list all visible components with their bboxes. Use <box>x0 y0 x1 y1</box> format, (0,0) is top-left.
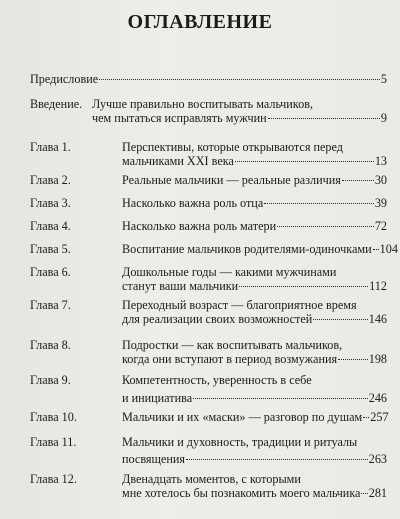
toc-entry-text: Насколько важна роль отца <box>122 196 264 210</box>
toc-entry-text: посвящения <box>122 452 185 466</box>
toc-entry-label: Глава 10. <box>30 410 77 424</box>
toc-entry-label: Глава 9. <box>30 373 71 387</box>
toc-entry-text: для реализации своих возможностей <box>122 312 313 326</box>
toc-entry-text: станут ваши мальчики <box>122 279 239 293</box>
toc-page-number: 5 <box>380 72 387 86</box>
toc-entry-label: Введение. <box>30 97 83 111</box>
toc-entry-label: Глава 7. <box>30 298 71 312</box>
toc-entry-label: Глава 1. <box>30 140 71 154</box>
toc-page-number: 9 <box>380 111 387 125</box>
toc-entry-text: Мальчики и духовность, традиции и ритуалы <box>122 435 358 449</box>
toc-entry-text: Перспективы, которые открываются перед <box>122 140 343 154</box>
toc-entry-text: Компетентность, уверенность в себе <box>122 373 312 387</box>
toc-entry-text: Насколько важна роль матери <box>122 219 277 233</box>
toc-entry-text: мальчиками XXI века <box>122 154 234 168</box>
toc-page-number: 13 <box>374 154 387 168</box>
toc-page-number: 263 <box>368 452 387 466</box>
toc-page-number: 146 <box>368 312 387 326</box>
toc-entry-text: мне хотелось бы познакомить моего мальчика <box>122 486 361 500</box>
toc-entry-text: Мальчики и их «маски» — разговор по душам <box>122 410 363 424</box>
toc-entry-label: Глава 3. <box>30 196 71 210</box>
toc-page-number: 72 <box>374 219 387 233</box>
toc-page-number: 39 <box>374 196 387 210</box>
toc-entry-label: Глава 2. <box>30 173 71 187</box>
toc-page-number: 104 <box>379 242 398 256</box>
toc-entry-label: Глава 4. <box>30 219 71 233</box>
toc-entry-text: Воспитание мальчиков родителями-одиночками <box>122 242 372 256</box>
toc-entry-label: Глава 6. <box>30 265 71 279</box>
toc-entry-text: когда они вступают в период возмужания <box>122 352 338 366</box>
toc-entry-label: Глава 12. <box>30 472 77 486</box>
toc-entry-label: Глава 8. <box>30 338 71 352</box>
toc-page-number: 281 <box>368 486 387 500</box>
toc-entry-text: Подростки — как воспитывать мальчиков, <box>122 338 343 352</box>
toc-page-number: 246 <box>368 391 387 405</box>
toc-entry-label: Глава 5. <box>30 242 71 256</box>
toc-entry-text: Двенадцать моментов, с которыми <box>122 472 301 486</box>
toc-entry-text: и инициатива <box>122 391 193 405</box>
toc-entry-text: Предисловие <box>30 72 99 86</box>
toc-entry-label: Глава 11. <box>30 435 77 449</box>
toc-page-number: 198 <box>368 352 387 366</box>
toc-entry-text: чем пытаться исправлять мужчин <box>92 111 267 125</box>
toc-page-number: 30 <box>374 173 387 187</box>
toc-entry-text: Лучше правильно воспитывать мальчиков, <box>92 97 313 111</box>
toc-entry-text: Реальные мальчики — реальные различия <box>122 173 341 187</box>
toc-page-number: 257 <box>370 410 389 424</box>
toc-entry-text: Дошкольные годы — какими мужчинами <box>122 265 337 279</box>
toc-entry-text: Переходный возраст — благоприятное время <box>122 298 357 312</box>
page-title: ОГЛАВЛЕНИЕ <box>127 11 273 33</box>
toc-page-number: 112 <box>369 279 387 293</box>
